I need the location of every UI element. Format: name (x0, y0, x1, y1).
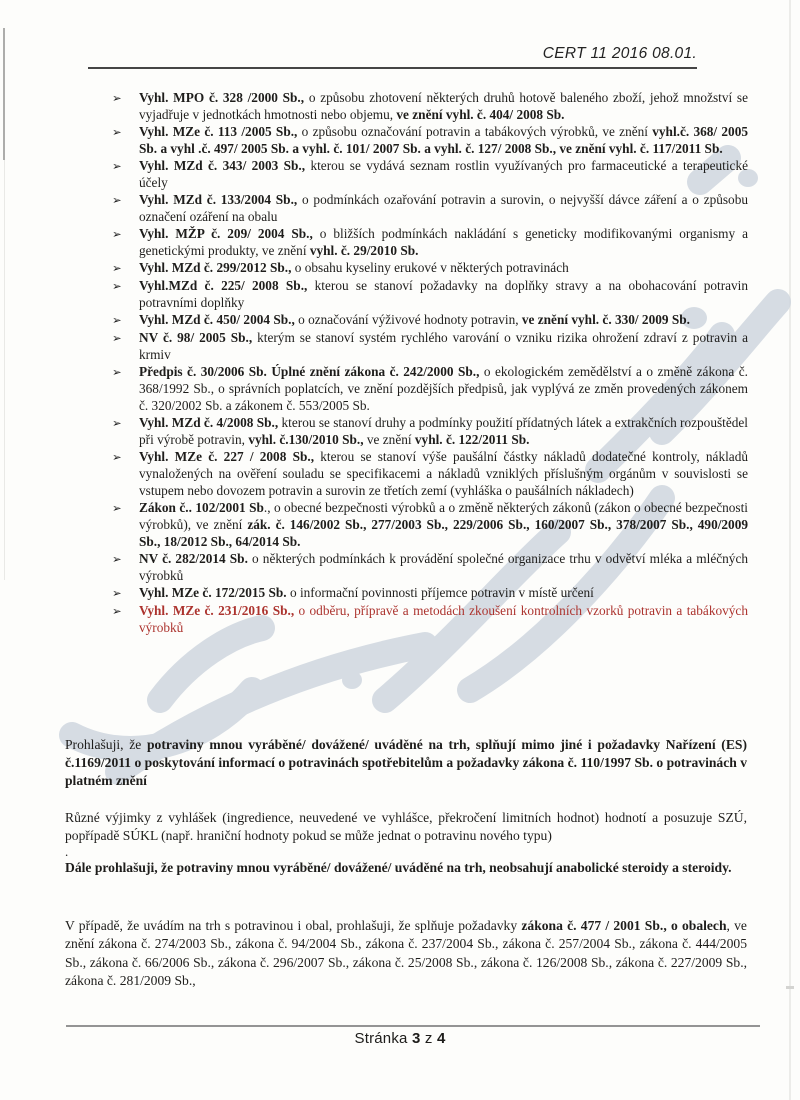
text-segment: kterou se stanoví požadavky na doplňky stravy a na obohacování potravin potravními doplňky (139, 278, 749, 310)
text-segment: Zákon č.. 102/2001 Sb (139, 500, 264, 515)
regulation-text (139, 329, 748, 363)
regulation-text (139, 157, 748, 191)
regulation-list (112, 89, 748, 636)
regulation-text (139, 311, 748, 328)
regulation-text (139, 448, 748, 499)
text-segment: Vyhl. MZd č. 299/2012 Sb., (139, 260, 292, 275)
text-segment: NV č. 282/2014 Sb. (139, 551, 248, 566)
regulation-text (139, 191, 748, 225)
text-segment: Vyhl. MŽP č. 209/ 2004 Sb., (139, 226, 313, 241)
text-segment: Vyhl.MZd č. 225/ 2008 Sb., (139, 278, 308, 293)
text-segment: kterou se vydává seznam rostlin využívaných pro farmaceutické a terapeutické účely (139, 158, 748, 190)
text-segment: . (65, 844, 69, 860)
text-segment: zákona č. 477 / 2001 Sb., o obalech (521, 918, 727, 934)
text-segment: Vyhl. MZe č. 113 /2005 Sb., (139, 124, 298, 139)
regulation-list-item (112, 89, 748, 123)
text-segment: o způsobu zhotovení některých druhů hotově baleného zboží, jehož množství se vyjadřuje v jednotkách hmotnosti nebo objemu, (139, 90, 749, 122)
regulation-list-item (112, 414, 748, 448)
text-segment: o informační povinnosti příjemce potravin v místě určení (286, 585, 594, 600)
text-segment: ve znění vyhl. č. 404/ 2008 Sb. (396, 107, 565, 122)
arrow-bullet-icon: ➢ (112, 193, 122, 207)
arrow-bullet-icon: ➢ (112, 125, 122, 139)
regulation-list-item (112, 157, 748, 191)
text-segment: kterým se stanoví systém rychlého varování o vzniku rizika ohrožení zdraví z potravin a krmiv (139, 330, 748, 362)
text-segment: o bližších podmínkách nakládání s geneticky modifikovanými organismy a genetickými produkty, ve znění (139, 226, 748, 258)
text-segment: Vyhl. MZe č. 172/2015 Sb. (139, 585, 287, 600)
text-segment: ve znění (363, 432, 415, 447)
regulation-text (139, 363, 748, 414)
regulation-text (139, 499, 748, 550)
text-segment: Vyhl. MZd č. 343/ 2003 Sb., (139, 158, 306, 173)
text-segment: , ve znění zákona č. 274/2003 Sb., zákona č. 94/2004 Sb., zákona č. 237/2004 Sb., zákona č. 257/2004 Sb., zákona č. 444/2005 Sb., zákona č. 66/2006 Sb., zákona č. 296/2007 Sb., zákona č. 25/2008 Sb., zákona č. 126/2008 Sb., zákona č. 227/2009 Sb., zákona č. 281/2009 Sb., (65, 918, 747, 988)
text-segment: z (420, 1030, 437, 1047)
declaration-paragraph (65, 809, 747, 845)
regulation-text (139, 414, 748, 448)
arrow-bullet-icon: ➢ (112, 91, 122, 105)
regulation-list-item (112, 602, 748, 636)
text-segment: Vyhl. MZe č. 231/2016 Sb., (139, 603, 295, 618)
regulation-list-item (112, 550, 748, 584)
declaration-paragraph (65, 917, 747, 990)
text-segment: vyhl. č. 29/2010 Sb. (309, 243, 419, 258)
regulation-list-item (112, 225, 748, 259)
text-segment: vyhl. č. 122/2011 Sb. (414, 432, 530, 447)
declaration-paragraphs (65, 736, 747, 990)
text-segment: o obsahu kyseliny erukové v některých potravinách (291, 260, 569, 275)
regulation-text (139, 584, 748, 601)
regulation-text (139, 602, 748, 636)
header-rule (88, 67, 697, 69)
arrow-bullet-icon: ➢ (112, 313, 122, 327)
text-segment: 4 (436, 1030, 446, 1047)
arrow-bullet-icon: ➢ (112, 279, 122, 293)
arrow-bullet-icon: ➢ (112, 604, 122, 618)
text-segment: Předpis č. 30/2006 Sb. Úplné znění zákona č. 242/2000 Sb., (139, 364, 480, 379)
arrow-bullet-icon: ➢ (112, 586, 122, 600)
regulation-list-item (112, 259, 748, 277)
text-segment: vyhl. č.130/2010 Sb., (248, 432, 364, 447)
text-segment: zák. č. 146/2002 Sb., 277/2003 Sb., 229/2006 Sb., 160/2007 Sb., 378/2007 Sb., 490/2009 Sb., 18/2012 Sb., 64/2014 Sb. (139, 517, 749, 549)
text-segment: o odběru, přípravě a metodách zkoušení kontrolních vzorků potravin a tabákových výrobků (139, 603, 748, 635)
text-segment: o způsobu označování potravin a tabákových výrobků, ve znění (297, 124, 653, 139)
text-segment: ., o obecné bezpečnosti výrobků a o změně některých zákonů (zákon o obecné bezpečnosti výrobků), ve znění (139, 500, 748, 532)
regulation-list-item (112, 311, 748, 329)
text-segment: o podmínkách ozařování potravin a surovin, o nejvyšší dávce záření a o způsobu označení ozáření na obalu (139, 192, 749, 224)
declaration-paragraph (65, 859, 747, 877)
page-header-title: CERT 11 2016 08.01. (542, 45, 697, 62)
text-segment: 3 (411, 1030, 421, 1047)
text-segment: kterou se stanoví výše paušální částky nákladů dodatečné kontroly, nákladů vynaložených na ověření souladu se specifikacemi a nákladů vzniklých příslušným orgánům v souvislosti se vstupem nebo dovozem potravin a surovin ze třetích zemí (vyhláška o paušálních nákladech) (139, 449, 749, 498)
text-segment: o některých podmínkách k provádění společné organizace trhu v odvětví mléka a mléčných výrobků (139, 551, 748, 583)
regulation-list-item (112, 123, 748, 157)
text-segment: kterou se stanoví druhy a podmínky použití přídatných látek a extrakčních rozpouštědel při výrobě potravin, (139, 415, 748, 447)
text-segment: V případě, že uvádím na trh s potravinou i obal, prohlašuji, že splňuje požadavky (65, 918, 522, 934)
arrow-bullet-icon: ➢ (112, 450, 122, 464)
text-segment: potraviny mnou vyráběné/ dovážené/ uváděné na trh, splňují mimo jiné i požadavky Nařízení (ES) č.1169/2011 o poskytování informací o potravinách spotřebitelům a požadavky zákona č. 110/1997 Sb. o potravinách v platném znění (65, 737, 748, 789)
arrow-bullet-icon: ➢ (112, 416, 122, 430)
text-segment: NV č. 98/ 2005 Sb., (139, 330, 253, 345)
declaration-paragraph (65, 736, 747, 791)
arrow-bullet-icon: ➢ (112, 227, 122, 241)
arrow-bullet-icon: ➢ (112, 552, 122, 566)
regulation-text (139, 225, 748, 259)
regulation-list-item (112, 363, 748, 414)
regulation-list-item (112, 584, 748, 602)
arrow-bullet-icon: ➢ (112, 261, 122, 275)
regulation-text (139, 277, 748, 311)
text-segment: Různé výjimky z vyhlášek (ingredience, neuvedené ve vyhlášce, překročení limitních hodnot) hodnotí a posuzuje SZÚ, popřípadě SÚKL (např. hraniční hodnoty pokud se může jednat o potravinu nového typu) (65, 809, 747, 843)
text-segment: Vyhl. MZd č. 4/2008 Sb., (139, 415, 279, 430)
text-segment: Dále prohlašuji, že potraviny mnou vyráběné/ dovážené/ uváděné na trh, neobsahují anabolické steroidy a steroidy. (65, 860, 732, 876)
text-segment: ve znění vyhl. č. 330/ 2009 Sb. (521, 312, 690, 327)
regulation-text (139, 89, 748, 123)
text-segment: Stránka (354, 1030, 412, 1047)
arrow-bullet-icon: ➢ (112, 501, 122, 515)
text-segment: o označování výživové hodnoty potravin, (294, 312, 522, 327)
regulation-list-item (112, 277, 748, 311)
text-segment: Vyhl. MPO č. 328 /2000 Sb., (139, 90, 305, 105)
text-segment: o ekologickém zemědělství a o změně zákona č. 368/1992 Sb., o správních poplatcích, ve znění pozdějších předpisů, jak vyplývá ze změn provedených zákonem č. 320/2002 Sb. a zákonem č. 553/2005 Sb. (139, 364, 748, 413)
text-segment: Prohlašuji, že (65, 737, 147, 752)
arrow-bullet-icon: ➢ (112, 331, 122, 345)
text-segment: Vyhl. MZd č. 133/2004 Sb., (139, 192, 298, 207)
regulation-list-item (112, 329, 748, 363)
regulation-text (139, 550, 748, 584)
arrow-bullet-icon: ➢ (112, 365, 122, 379)
text-segment: Vyhl. MZd č. 450/ 2004 Sb., (139, 312, 295, 327)
regulation-text (139, 259, 748, 276)
text-segment: Vyhl. MZe č. 227 / 2008 Sb., (139, 449, 315, 464)
regulation-text (139, 123, 748, 157)
page-number (0, 1030, 800, 1047)
text-segment: vyhl.č. 368/ 2005 Sb. a vyhl .č. 497/ 2005 Sb. a vyhl. č. 101/ 2007 Sb. a vyhl. č. 127/ 2008 Sb., ve znění vyhl. č. 117/2011 Sb. (139, 124, 748, 156)
declaration-paragraph (65, 844, 747, 860)
footer-rule (66, 1025, 760, 1027)
regulation-list-item (112, 499, 748, 550)
regulation-list-item (112, 448, 748, 499)
regulation-list-item (112, 191, 748, 225)
arrow-bullet-icon: ➢ (112, 159, 122, 173)
